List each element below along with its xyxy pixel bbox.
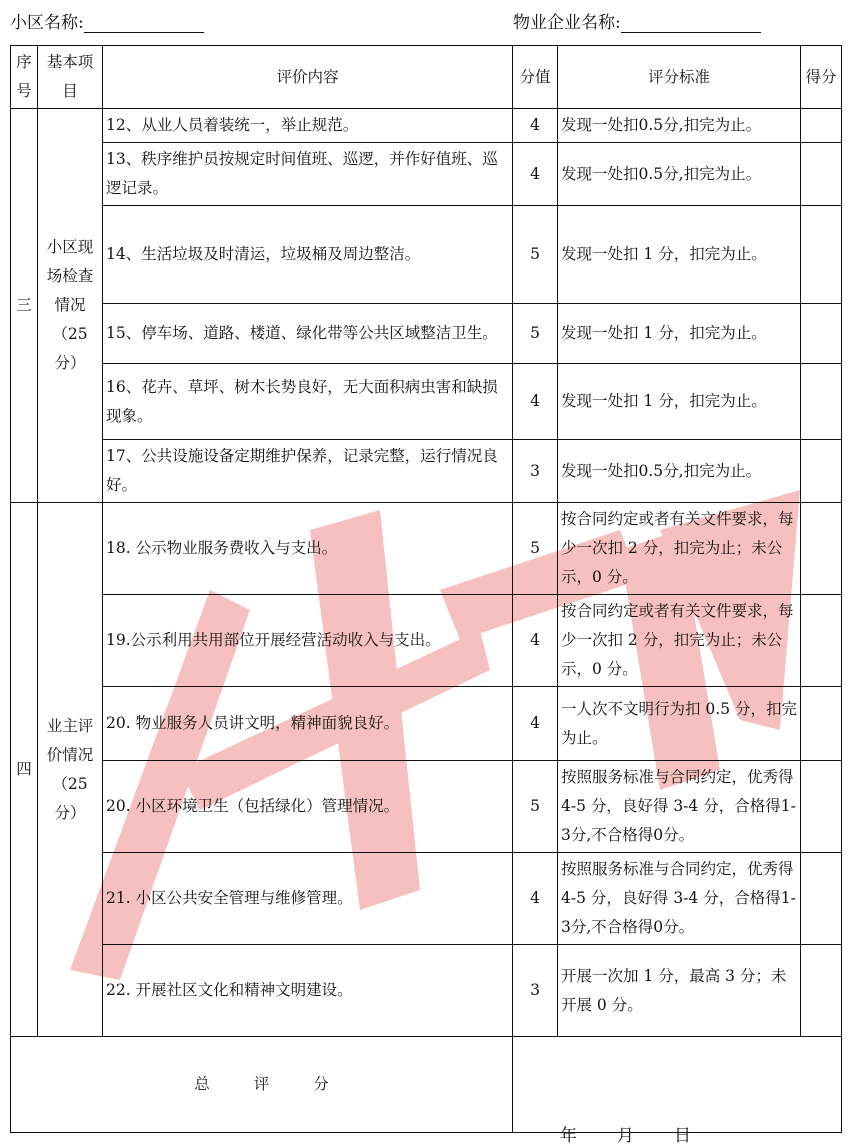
col-header-standard: 评分标准 xyxy=(558,46,801,109)
community-name-blank[interactable] xyxy=(84,14,204,33)
col-header-result: 得分 xyxy=(801,46,842,109)
row-content: 13、秩序维护员按规定时间值班、巡逻，并作好值班、巡逻记录。 xyxy=(103,143,513,206)
table-row xyxy=(11,440,842,503)
row-standard: 发现一处扣 1 分，扣完为止。 xyxy=(558,206,801,304)
col-header-score: 分值 xyxy=(513,46,558,109)
row-score: 4 xyxy=(513,143,558,206)
total-score-label xyxy=(11,1037,513,1133)
row-result-cell[interactable] xyxy=(801,143,842,206)
row-standard: 按合同约定或者有关文件要求，每少一次扣 2 分，扣完为止；未公示，0 分。 xyxy=(558,595,801,687)
table-header-row xyxy=(11,46,842,109)
section-item: 业主评价情况（25分） xyxy=(38,503,103,1037)
total-char-1: 总 xyxy=(194,1075,210,1093)
row-result-cell[interactable] xyxy=(801,304,842,364)
total-row xyxy=(11,1037,842,1133)
row-standard: 按照服务标准与合同约定，优秀得 4-5 分，良好得 3-4 分，合格得1-3分,不合格得0分。 xyxy=(558,761,801,853)
row-standard: 发现一处扣 1 分，扣完为止。 xyxy=(558,304,801,364)
table-row xyxy=(11,687,842,761)
section-no: 三 xyxy=(11,109,38,503)
table-row xyxy=(11,761,842,853)
row-content: 18. 公示物业服务费收入与支出。 xyxy=(103,503,513,595)
row-score: 4 xyxy=(513,109,558,143)
row-score: 3 xyxy=(513,440,558,503)
community-name-field[interactable] xyxy=(10,8,204,33)
table-row xyxy=(11,595,842,687)
total-char-2: 评 xyxy=(253,1075,270,1093)
row-standard: 发现一处扣0.5分,扣完为止。 xyxy=(558,440,801,503)
table-row xyxy=(11,853,842,945)
row-score: 4 xyxy=(513,364,558,440)
row-content: 20. 物业服务人员讲文明，精神面貌良好。 xyxy=(103,687,513,761)
row-score: 5 xyxy=(513,761,558,853)
col-header-content: 评价内容 xyxy=(103,46,513,109)
row-result-cell[interactable] xyxy=(801,440,842,503)
row-score: 5 xyxy=(513,206,558,304)
col-header-no: 序号 xyxy=(11,46,38,109)
row-score: 4 xyxy=(513,853,558,945)
col-header-item: 基本项目 xyxy=(38,46,103,109)
company-name-label: 物业企业名称: xyxy=(513,13,621,33)
company-name-field[interactable] xyxy=(513,8,761,33)
row-result-cell[interactable] xyxy=(801,853,842,945)
row-result-cell[interactable] xyxy=(801,109,842,143)
row-content: 21. 小区公共安全管理与维修管理。 xyxy=(103,853,513,945)
section-item: 小区现场检查情况（25分） xyxy=(38,109,103,503)
row-content: 17、公共设施设备定期维护保养，记录完整，运行情况良好。 xyxy=(103,440,513,503)
row-result-cell[interactable] xyxy=(801,364,842,440)
date-day: 日 xyxy=(674,1126,691,1146)
evaluation-table xyxy=(10,45,842,1133)
row-result-cell[interactable] xyxy=(801,595,842,687)
row-content: 15、停车场、道路、楼道、绿化带等公共区域整洁卫生。 xyxy=(103,304,513,364)
row-result-cell[interactable] xyxy=(801,761,842,853)
row-standard: 发现一处扣 1 分，扣完为止。 xyxy=(558,364,801,440)
row-content: 14、生活垃圾及时清运，垃圾桶及周边整洁。 xyxy=(103,206,513,304)
row-content: 12、从业人员着装统一，举止规范。 xyxy=(103,109,513,143)
row-result-cell[interactable] xyxy=(801,687,842,761)
community-name-label: 小区名称: xyxy=(10,13,84,33)
row-score: 5 xyxy=(513,304,558,364)
row-result-cell[interactable] xyxy=(801,206,842,304)
company-name-blank[interactable] xyxy=(621,14,761,33)
row-score: 4 xyxy=(513,595,558,687)
total-char-3: 分 xyxy=(313,1075,329,1093)
table-row xyxy=(11,206,842,304)
row-standard: 按照服务标准与合同约定，优秀得 4-5 分，良好得 3-4 分，合格得1-3分,不合格得0分。 xyxy=(558,853,801,945)
section-no: 四 xyxy=(11,503,38,1037)
row-score: 3 xyxy=(513,945,558,1037)
table-row xyxy=(11,304,842,364)
table-row xyxy=(11,364,842,440)
page-header xyxy=(10,8,840,33)
row-content: 16、花卉、草坪、树木长势良好，无大面积病虫害和缺损现象。 xyxy=(103,364,513,440)
row-standard: 发现一处扣0.5分,扣完为止。 xyxy=(558,143,801,206)
row-standard: 按合同约定或者有关文件要求，每少一次扣 2 分，扣完为止；未公示，0 分。 xyxy=(558,503,801,595)
table-row xyxy=(11,109,842,143)
row-content: 19.公示利用共用部位开展经营活动收入与支出。 xyxy=(103,595,513,687)
row-standard: 发现一处扣0.5分,扣完为止。 xyxy=(558,109,801,143)
table-row xyxy=(11,945,842,1037)
row-score: 4 xyxy=(513,687,558,761)
row-standard: 开展一次加 1 分，最高 3 分；未开展 0 分。 xyxy=(558,945,801,1037)
date-month: 月 xyxy=(617,1126,634,1146)
row-content: 20. 小区环境卫生（包括绿化）管理情况。 xyxy=(103,761,513,853)
row-result-cell[interactable] xyxy=(801,945,842,1037)
date-line xyxy=(560,1121,731,1146)
row-score: 5 xyxy=(513,503,558,595)
table-row xyxy=(11,143,842,206)
date-year: 年 xyxy=(560,1126,577,1146)
table-row xyxy=(11,503,842,595)
total-score-cell[interactable] xyxy=(513,1037,842,1133)
row-result-cell[interactable] xyxy=(801,503,842,595)
row-content: 22. 开展社区文化和精神文明建设。 xyxy=(103,945,513,1037)
row-standard: 一人次不文明行为扣 0.5 分，扣完为止。 xyxy=(558,687,801,761)
